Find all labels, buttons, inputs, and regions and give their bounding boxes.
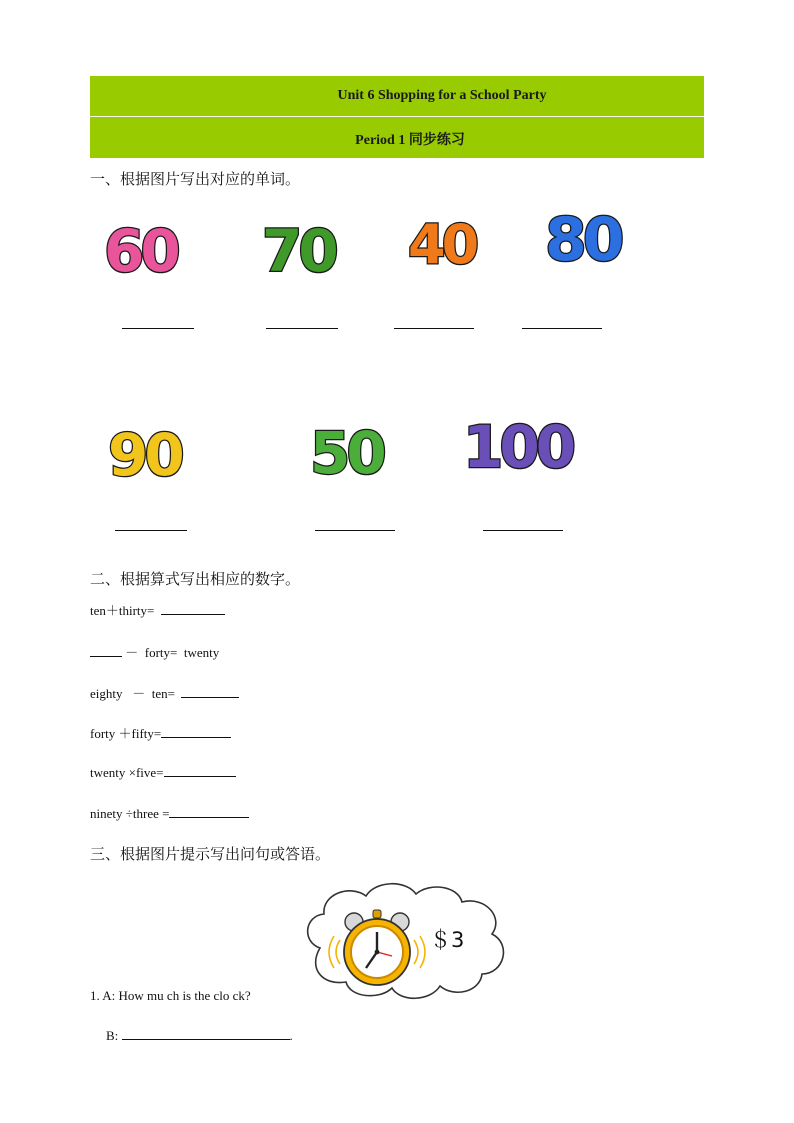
page-title: Unit 6 Shopping for a School Party [337,88,547,103]
equation-1: ten＋thirty= [90,600,225,619]
clock-thought-bubble [300,882,510,1004]
question-1-a: 1. A: How mu ch is the clo ck? [90,988,251,1003]
equation-2: － forty= twenty [90,642,219,661]
page-subtitle: Period 1 同步练习 [355,133,465,148]
equation-4-blank[interactable] [161,723,231,738]
answer-blank-40[interactable] [394,328,474,329]
answer-blank-60[interactable] [122,328,194,329]
number-image-50: 50 [310,419,383,487]
answer-blank-50[interactable] [315,530,395,531]
section1-heading: 一、根据图片写出对应的单词。 [90,170,301,188]
equation-6-blank[interactable] [169,803,249,818]
answer-blank-70[interactable] [266,328,338,329]
equation-1-blank[interactable] [161,600,225,615]
equation-3-blank[interactable] [181,683,239,698]
header-banner [90,76,704,158]
number-image-100: 100 [463,413,573,481]
answer-blank-100[interactable] [483,530,563,531]
equation-6: ninety ÷three = [90,803,249,822]
answer-blank-q1[interactable] [122,1025,290,1040]
number-image-70: 70 [262,217,335,285]
question-1-b: B: . [106,1025,293,1044]
equation-4: forty ＋fifty= [90,723,231,742]
banner-divider [90,116,704,117]
equation-2-blank[interactable] [90,642,122,657]
equation-5-blank[interactable] [164,762,236,777]
number-image-90: 90 [108,421,181,489]
price-label: ＄3 [430,928,465,952]
number-image-60: 60 [104,217,177,285]
equation-5: twenty ×five= [90,762,236,781]
equation-3: eighty － ten= [90,683,239,702]
number-image-40: 40 [408,213,476,276]
section2-heading: 二、根据算式写出相应的数字。 [90,570,301,588]
section3-heading: 三、根据图片提示写出问句或答语。 [90,845,331,863]
number-image-80: 80 [545,205,621,275]
answer-blank-80[interactable] [522,328,602,329]
answer-blank-90[interactable] [115,530,187,531]
